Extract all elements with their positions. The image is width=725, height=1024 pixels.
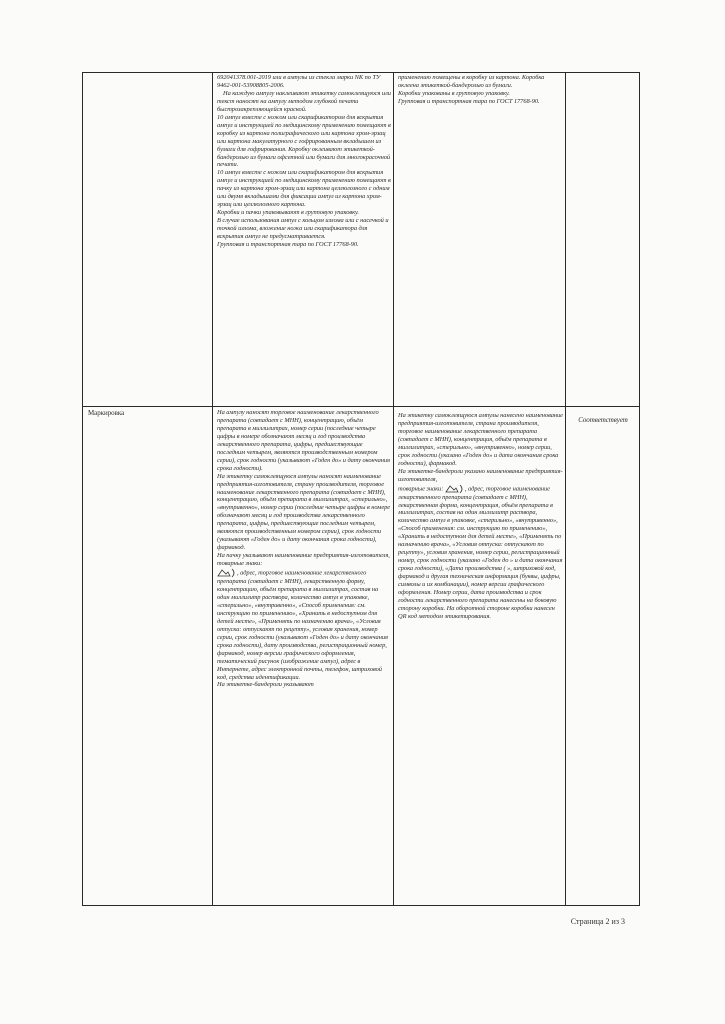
cell-paragraph: На этикетке-бандероли указано наименование предприятия-изготовителя, [398,467,563,483]
cell-paragraph: На пачку указывают наименование предприятия-изготовителя, товарные знаки: [217,552,390,568]
cell-paragraph: В случае использования ампул с кольцом излома или с насечкой и точкой излома, вложение ножа или скарификатора для вскрытия ампул не предусматривается. [217,217,389,241]
cell-paragraph: Коробки упакованы в групповую упаковку. [398,89,510,97]
cell-text: товарные знаки: [398,485,444,493]
marking-result-cell [398,412,563,832]
cell-paragraph: На ампулу наносят торговое наименование лекарственного препарата (совпадает с МНН), концентрацию, объём препарата в миллилитрах, номер серии (последние четыре цифры в номере обозначают месяц и год производства лекарственного препарата, цифры, предшествующие последним четырем, являются производственным номером серии), срок годности (указывают «Годен до» и дату окончания срока годности). [217,409,390,472]
specification-table [82,72,640,905]
cell-paragraph: 692041378.001-2019 или в ампулы из стекла марки NK по ТУ 9462-001-53908805-2006. [217,74,381,89]
cell-paragraph: На этикетке-бандероли указывают [217,681,314,689]
cell-paragraph: Групповая и транспортная тара по ГОСТ 17768-90. [217,241,359,249]
cell-text: , адрес, торговое наименование лекарственного препарата (совпадает с МНН), лекарственную форму, концентрацию, объём препарата в миллилитрах, состав на один миллилитр раствора, количество ампул в упаковке, «стерильно», «внутривенно», «Способ применения: см. инструкцию по применению», «Хранить в недоступном для детей месте», «Применять по назначению врача», «Условия отпуска: отпускают по рецепту», условия хранения, номер серии, срок годности (указывают «Годен до» и дату окончания срока годности), дату производства, регистрационный номер, фармакод, номер версии графического оформления, тематический рисунок (изображение ампул), адрес в Интернете, адрес электронной почты, телефон, штриховой код, средства идентификации. [217,569,388,681]
page-number: Страница 2 из 3 [570,917,625,926]
row-label-marking: Маркировка [88,409,125,417]
col-border-left [82,72,83,906]
cell-paragraph: 10 ампул вместе с ножом или скарификатором для вскрытия ампул и инструкцией по медицинскому применению помещают в коробку из картона полиграфического или картона хром-эрзац или картона макулатурного с гофрированным вкладышем из бумаги для гофрирования. Коробку оклеивают этикеткой-бандеролью из бумаги офсетной или бумаги для многокрасочной печати. [217,113,391,169]
table-bottom-border [82,905,640,906]
cell-paragraph: На каждую ампулу наклеивают этикетку самоклеящуюся или текст наносят на ампулу методом глубокой печати быстрозакрепляющейся краской. [217,89,391,113]
trademark-logo-icon [217,568,237,578]
cell-paragraph: На этикетку самоклеящуюся ампулы нанесено наименование предприятия-изготовителя, страна производителя, торговое наименование лекарственного препарата (совпадает с МНН), концентрация, объём препарата в миллилитрах, «стерильно», «внутривенно», номер серии, срок годности (указано «Годен до» и дата окончания срока годности), фармакод. [398,412,563,467]
trademark-logo-icon [445,484,465,494]
cell-text: , адрес, торговое наименование лекарственного препарата (совпадает с МНН), лекарственная форма, концентрация, объём препарата в миллилитрах, состав на один миллилитр раствора, количество ампул в упаковке, «стерильно», «внутривенно», «Способ применения: см. инструкцию по применению», «Хранить в недоступном для детей месте», «Применять по назначению врача», «Условия отпуска: отпускают по рецепту», условия хранения, номер серии, регистрационный номер, срок годности (указано «Годен до » и дата окончания срока годности), «Дата производства ( », штриховой код, фармакод и другая техническая информация (буквы, цифры, символы и их комбинации), номер версии графического оформления. Номер серии, дата производства и срок годности лекарственного препарата нанесены на боковую сторону коробки. На оборотной стороне коробки нанесен QR код методом этикетирования. [398,485,563,620]
table-top-border [82,72,640,73]
cell-paragraph: Коробки и пачки упаковывают в групповую упаковку. [217,209,359,217]
cell-paragraph [217,568,391,681]
cell-paragraph [398,484,563,621]
col-border-1 [212,72,213,906]
cell-paragraph: Групповая и транспортная тара по ГОСТ 17768-90. [398,97,540,105]
col-border-3 [565,72,566,906]
packaging-method-cell [217,74,391,404]
col-border-right [639,72,640,906]
cell-paragraph: На этикетку самоклеящуюся ампулы наносят наименование предприятия-изготовителя, страну производителя, торговое наименование лекарственного препарата (совпадает с МНН), концентрацию, объём препарата в миллилитрах, «стерильно», «внутривенно», номер серии (последние четыре цифры в номере обозначают месяц и год производства лекарственного препарата, цифры, предшествующие последним четырем, являются производственным номером серии), срок годности (указывают «Годен до» и дату окончания срока годности), фармакод. [217,472,391,552]
packaging-result-cell [398,74,563,174]
row-divider [82,406,640,407]
cell-paragraph: 10 ампул вместе с ножом или скарификатором для вскрытия ампул и инструкцией по медицинскому применению помещают в пачку из картона хром-эрзац или картона целлюлозного с одним или двумя вкладышами для фиксации ампул из картона хром-эрзац или целлюлозного картона. [217,169,391,209]
col-border-2 [393,72,394,906]
status-badge: Соответствует [578,416,628,424]
cell-paragraph: применению помещены в коробку из картона. Коробка оклеена этикеткой-бандеролью из бумаги. [398,74,545,89]
marking-method-cell [217,409,391,903]
